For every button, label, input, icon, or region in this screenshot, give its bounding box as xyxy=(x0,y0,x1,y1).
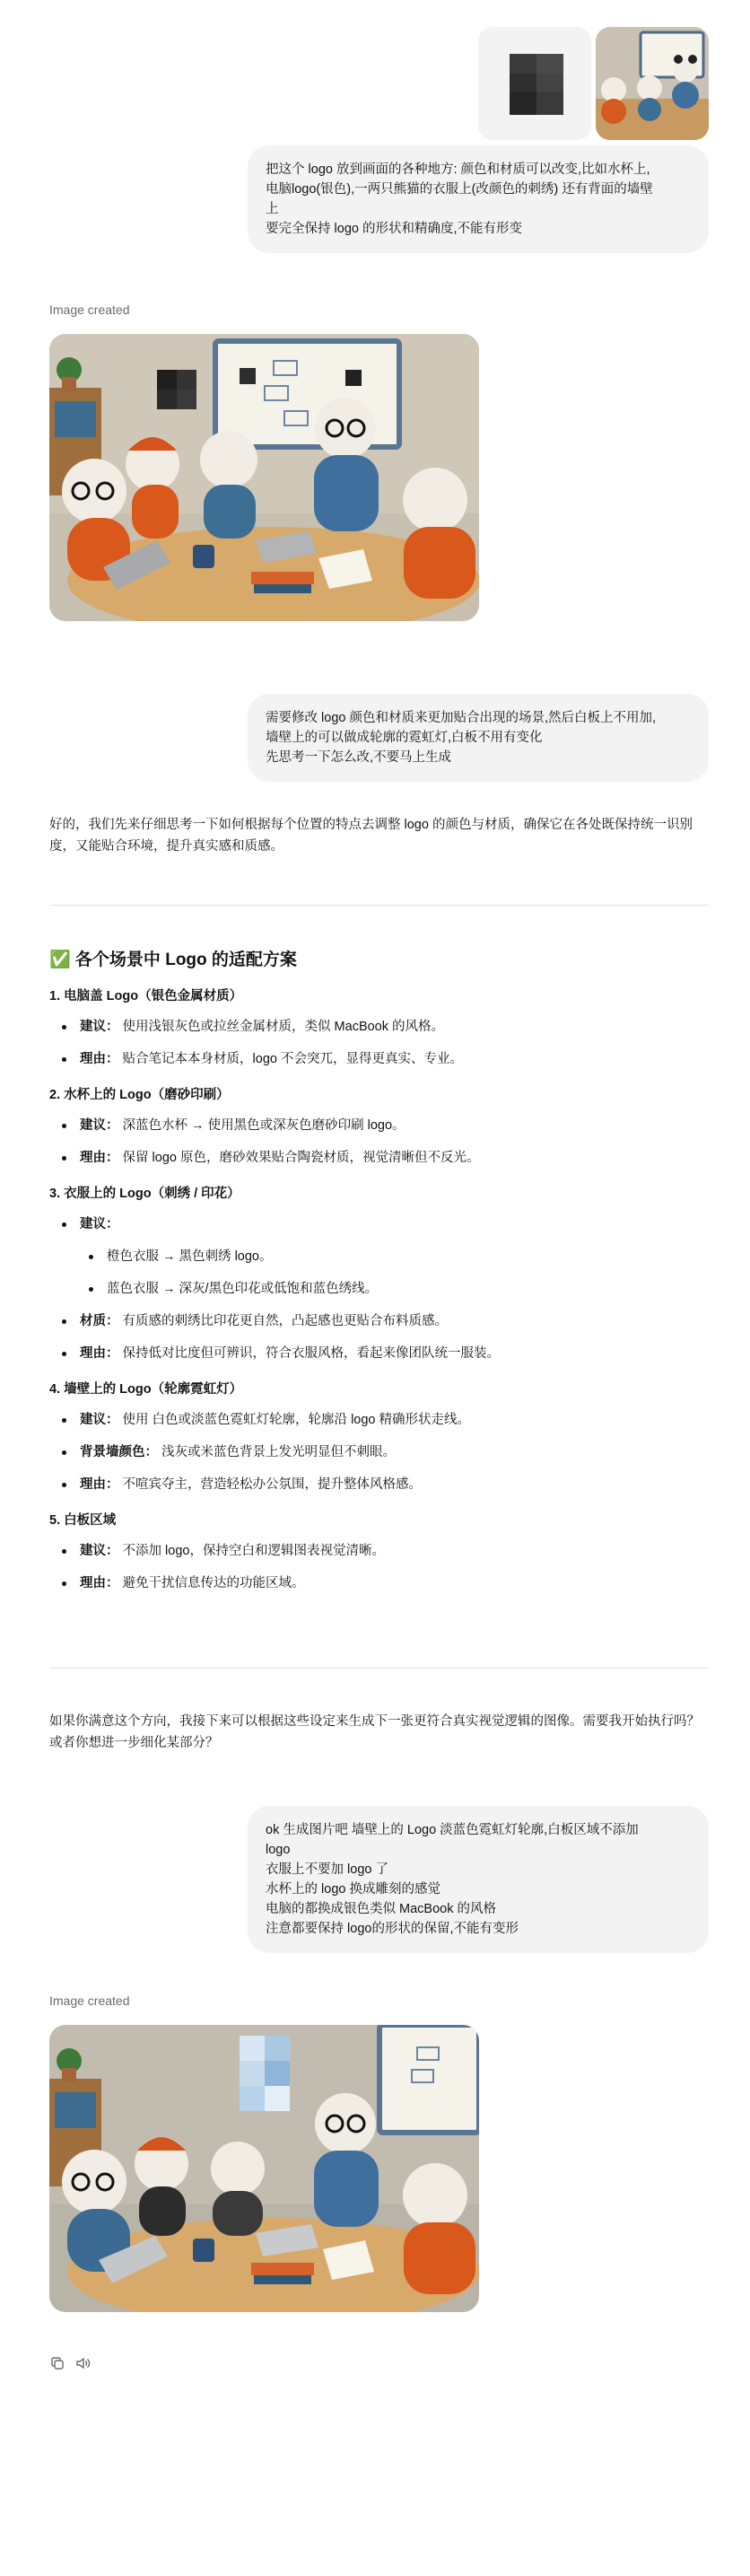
list-item xyxy=(49,1214,709,1235)
item-text: 不添加 logo，保持空白和逻辑图表视觉清晰。 xyxy=(122,1544,385,1558)
list-item xyxy=(49,1115,709,1136)
panda-office-reference-image xyxy=(596,27,709,140)
assistant-intro-text: 好的，我们先来仔细思考一下如何根据每个位置的特点去调整 logo 的颜色与材质，确保它在各处既保持统一识别度，又能贴合环境，提升真实感和质感。 xyxy=(49,818,693,854)
panda-team-illustration xyxy=(49,334,479,621)
message-line: 电脑logo(银色),一两只熊猫的衣服上(改颜色的刺绣) 还有背面的墙壁 xyxy=(266,182,653,197)
message-line: 电脑的都换成银色类似 MacBook 的风格 xyxy=(266,1902,496,1916)
section-heading: ✅ 各个场景中 Logo 的适配方案 xyxy=(49,951,297,969)
assistant-outro xyxy=(49,1711,709,1754)
generated-image-1[interactable] xyxy=(49,334,479,621)
message-line: 水杯上的 logo 换成雕刻的感觉 xyxy=(266,1882,440,1897)
item-text: 蓝色衣服 → 深灰/黑色印花或低饱和蓝色绣线。 xyxy=(107,1282,379,1296)
logo-image xyxy=(478,27,591,140)
item-label: 建议： xyxy=(80,1217,119,1231)
section-title: 2. 水杯上的 Logo（磨砂印刷） xyxy=(49,1088,230,1102)
assistant-intro xyxy=(49,814,709,857)
logo-attachment-thumbnail[interactable] xyxy=(478,27,591,140)
item-text: 避免干扰信息传达的功能区域。 xyxy=(122,1576,305,1590)
assistant-outro-text: 如果你满意这个方向，我接下来可以根据这些设定来生成下一张更符合真实视觉逻辑的图像。需要我开始执行吗？或者你想进一步细化某部分？ xyxy=(49,1714,700,1750)
item-label: 理由： xyxy=(80,1346,119,1361)
speaker-icon[interactable] xyxy=(74,2355,91,2371)
section-title: 5. 白板区域 xyxy=(49,1513,117,1528)
message-line: 把这个 logo 放到画面的各种地方: 颜色和材质可以改变,比如水杯上, xyxy=(266,162,650,177)
panda-team-illustration xyxy=(49,2025,479,2312)
item-label: 理由： xyxy=(80,1052,119,1066)
list-item xyxy=(49,1343,709,1364)
plan-section-whiteboard xyxy=(49,1510,709,1594)
plan-section-wall xyxy=(49,1379,709,1495)
message-line: 墙壁上的可以做成轮廓的霓虹灯,白板不用有变化 xyxy=(266,731,543,745)
item-text: 使用 白色或淡蓝色霓虹灯轮廓，轮廓沿 logo 精确形状走线。 xyxy=(122,1413,471,1427)
item-text: 有质感的刺绣比印花更自然，凸起感也更贴合布料质感。 xyxy=(122,1314,449,1328)
plan-section-clothes xyxy=(49,1183,709,1364)
assistant-plan xyxy=(49,948,709,1594)
message-line: ok 生成图片吧 墙壁上的 Logo 淡蓝色霓虹灯轮廓,白板区域不添加 xyxy=(266,1823,639,1837)
item-label: 理由： xyxy=(80,1576,119,1590)
item-text: 保持低对比度但可辨识，符合衣服风格，看起来像团队统一服装。 xyxy=(122,1346,501,1361)
item-label: 建议： xyxy=(80,1413,119,1427)
list-item xyxy=(49,1147,709,1169)
plan-section-cup xyxy=(49,1084,709,1169)
message-line: 注意都要保持 logo的形状的保留,不能有变形 xyxy=(266,1922,519,1936)
item-text: 深蓝色水杯 → 使用黑色或深灰色磨砂印刷 logo。 xyxy=(122,1118,406,1133)
message-line: 要完全保持 logo 的形状和精确度,不能有形变 xyxy=(266,222,522,236)
user-message-3 xyxy=(248,1806,709,1953)
list-item xyxy=(49,1441,709,1463)
user-message-1 xyxy=(248,145,709,253)
item-text: 不喧宾夺主，营造轻松办公氛围，提升整体风格感。 xyxy=(122,1477,423,1492)
item-label: 建议： xyxy=(80,1020,119,1034)
list-item xyxy=(49,1573,709,1594)
item-text: 浅灰或米蓝色背景上发光明显但不刺眼。 xyxy=(161,1445,397,1459)
section-title: 3. 衣服上的 Logo（刺绣 / 印花） xyxy=(49,1187,240,1201)
divider xyxy=(49,905,709,906)
item-label: 材质： xyxy=(80,1314,119,1328)
reference-image-thumbnail[interactable] xyxy=(596,27,709,140)
copy-icon[interactable] xyxy=(49,2355,65,2371)
item-text: 橙色衣服 → 黑色刺绣 logo。 xyxy=(107,1249,273,1264)
message-line: logo xyxy=(266,1843,291,1857)
image-created-caption: Image created xyxy=(49,1993,130,2008)
nested-list-item xyxy=(49,1278,709,1300)
section-title: 4. 墙壁上的 Logo（轮廓霓虹灯） xyxy=(49,1382,243,1397)
section-title: 1. 电脑盖 Logo（银色金属材质） xyxy=(49,989,243,1003)
item-text: 使用浅银灰色或拉丝金属材质，类似 MacBook 的风格。 xyxy=(122,1020,445,1034)
item-label: 理由： xyxy=(80,1151,119,1165)
item-text: 贴合笔记本本身材质，logo 不会突兀，显得更真实、专业。 xyxy=(122,1052,463,1066)
message-line: 需要修改 logo 颜色和材质来更加贴合出现的场景,然后白板上不用加, xyxy=(266,711,657,725)
plan-section-laptop xyxy=(49,986,709,1070)
message-line: 先思考一下怎么改,不要马上生成 xyxy=(266,750,452,765)
message-line: 衣服上不要加 logo 了 xyxy=(266,1862,388,1877)
list-item xyxy=(49,1048,709,1070)
generated-image-2[interactable] xyxy=(49,2025,479,2312)
nested-list-item xyxy=(49,1246,709,1267)
item-label: 建议： xyxy=(80,1544,119,1558)
item-label: 理由： xyxy=(80,1477,119,1492)
list-item xyxy=(49,1409,709,1431)
item-label: 建议： xyxy=(80,1118,119,1133)
item-text: 保留 logo 原色，磨砂效果贴合陶瓷材质，视觉清晰但不反光。 xyxy=(122,1151,480,1165)
list-item xyxy=(49,1540,709,1562)
list-item xyxy=(49,1310,709,1332)
image-created-caption: Image created xyxy=(49,302,130,317)
user-message-2 xyxy=(248,694,709,782)
message-line: 上 xyxy=(266,202,279,216)
list-item xyxy=(49,1016,709,1038)
divider xyxy=(49,1668,709,1669)
item-label: 背景墙颜色： xyxy=(80,1445,158,1459)
list-item xyxy=(49,1474,709,1495)
